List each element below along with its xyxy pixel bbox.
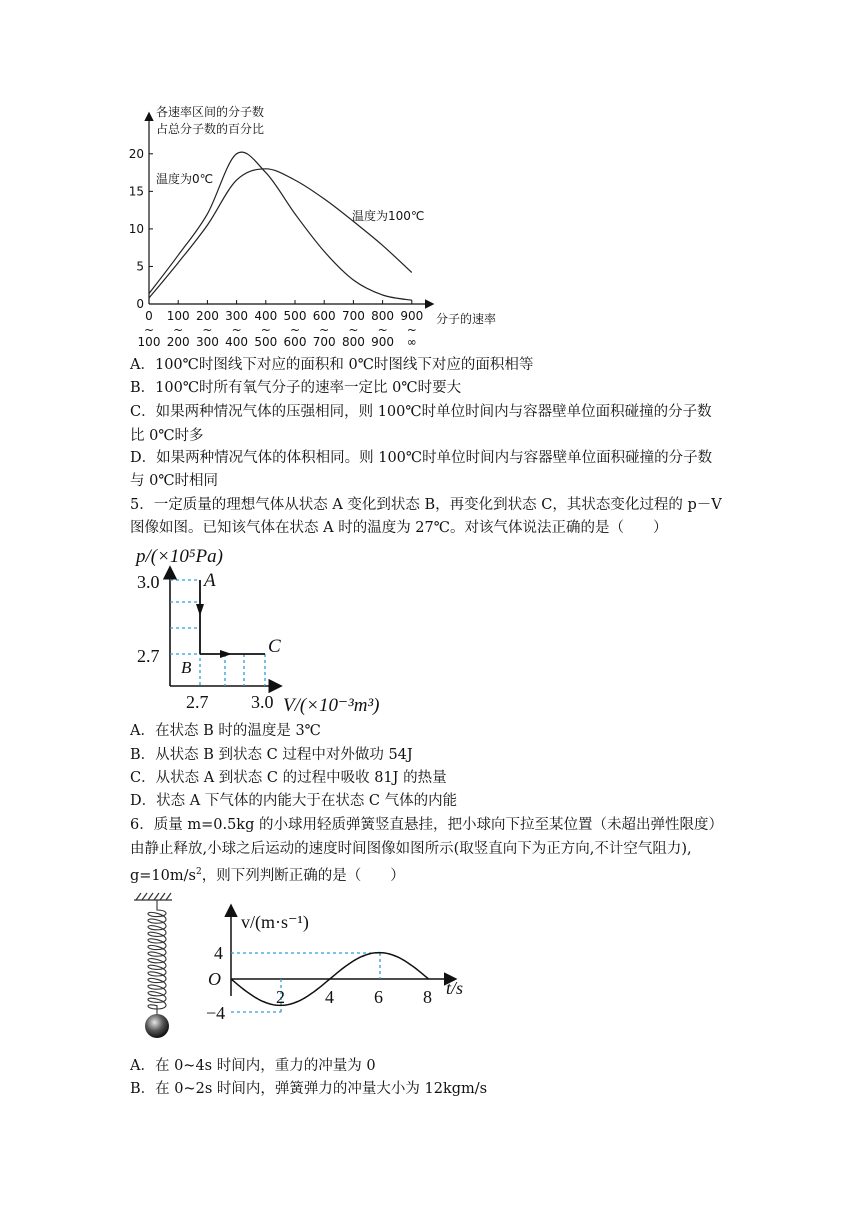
- y-tick-label: 15: [128, 184, 144, 199]
- t-axis-label: t/s: [446, 978, 464, 998]
- q6-stem-tail: ，则下列判断正确的是（ ）: [201, 867, 405, 884]
- q6-stem-line1: 6．质量 m=0.5kg 的小球用轻质弹簧竖直悬挂，把小球向下拉至某位置（未超出弹性限度）: [130, 817, 723, 833]
- pv-diagram: [128, 540, 398, 720]
- x-tick-tilde: ~: [143, 323, 155, 337]
- q6-g-value: g=10m/s: [130, 867, 196, 884]
- q4-option-b: B．100℃时所有氧气分子的速率一定比 0℃时要大: [130, 380, 462, 396]
- p-tick-3: 3.0: [137, 572, 160, 592]
- speed-distribution-figure: [120, 100, 520, 350]
- v-tick-27: 2.7: [186, 692, 209, 712]
- v-tick-4: 4: [214, 943, 223, 963]
- y-tick-label: 0: [136, 297, 144, 311]
- x-tick-label-bottom: 200: [166, 335, 190, 349]
- q4-option-c-line2: 比 0℃时多: [130, 428, 204, 444]
- y-tick-label: 10: [128, 221, 144, 236]
- x-tick-label-top: 600: [312, 309, 336, 323]
- q6-stem-line3: [130, 861, 405, 887]
- q6-g-exponent: 2: [195, 867, 202, 877]
- x-tick-tilde: ~: [348, 323, 359, 337]
- q4-option-d-line2: 与 0℃时相同: [130, 473, 219, 489]
- x-tick-label-bottom: 700: [312, 335, 336, 349]
- q5-option-d: D．状态 A 下气体的内能大于在状态 C 气体的内能: [130, 793, 458, 809]
- x-tick-label-bottom: 900: [371, 335, 395, 349]
- x-tick-tilde: ~: [377, 323, 388, 337]
- x-tick-label-top: 500: [283, 309, 307, 323]
- q6-option-b: B．在 0~2s 时间内，弹簧弹力的冲量大小为 12kgm/s: [130, 1081, 488, 1097]
- v-axis-label: V/(×10⁻³m³): [283, 695, 380, 716]
- x-tick-label-bottom: 300: [195, 335, 219, 349]
- x-tick-label-top: 900: [400, 309, 424, 323]
- x-tick-tilde: ~: [319, 323, 330, 337]
- v-tick-neg4: −4: [206, 1003, 226, 1023]
- q6-option-a: A．在 0~4s 时间内，重力的冲量为 0: [130, 1058, 376, 1074]
- q4-option-c-line1: C．如果两种情况气体的压强相同，则 100℃时单位时间内与容器壁单位面积碰撞的分子数: [130, 404, 712, 420]
- label-100c: 温度为100℃: [352, 209, 425, 223]
- v-axis-label: v/(m·s⁻¹): [241, 912, 309, 932]
- origin-label: O: [208, 969, 221, 989]
- x-tick-label-bottom: 600: [283, 335, 307, 349]
- q5-option-c: C．从状态 A 到状态 C 的过程中吸收 81J 的热量: [130, 770, 447, 786]
- speed-distribution-chart: [120, 100, 520, 350]
- x-tick-tilde: ~: [231, 323, 242, 337]
- x-tick-label-bottom: 500: [254, 335, 278, 349]
- q5-stem-line1: 5．一定质量的理想气体从状态 A 变化到状态 B，再变化到状态 C，其状态变化过程的 p－V: [130, 497, 722, 513]
- ceiling: [134, 893, 172, 900]
- p-tick-27: 2.7: [137, 646, 160, 666]
- q4-option-a: A．100℃时图线下对应的面积和 0℃时图线下对应的面积相等: [130, 357, 534, 373]
- y-axis-label-line2: 占总分子数的百分比: [156, 122, 265, 136]
- q4-option-d-line1: D．如果两种情况气体的体积相同。则 100℃时单位时间内与容器壁单位面积碰撞的分子数: [130, 450, 713, 466]
- x-axis-label: 分子的速率: [436, 312, 497, 326]
- state-b-label: B: [181, 658, 192, 677]
- y-tick-label: 5: [136, 259, 144, 274]
- v-tick-3: 3.0: [251, 692, 274, 712]
- q5-option-a: A．在状态 B 时的温度是 3℃: [130, 723, 321, 739]
- t-tick-8: 8: [423, 987, 432, 1007]
- y-tick-label: 20: [128, 146, 144, 161]
- x-tick-tilde: ~: [173, 323, 184, 337]
- ball: [145, 1014, 169, 1038]
- spring-vt-figure: [128, 888, 478, 1048]
- x-tick-label-bottom: 800: [341, 335, 365, 349]
- pv-figure: [128, 540, 398, 720]
- x-tick-label-bottom: 100: [137, 335, 161, 349]
- x-tick-label-top: 400: [254, 309, 278, 323]
- x-tick-label-bottom: ∞: [406, 335, 417, 349]
- x-tick-tilde: ~: [406, 323, 417, 337]
- spring-vt-diagram: [128, 888, 478, 1048]
- x-tick-label-top: 0: [145, 309, 153, 323]
- x-tick-label-top: 800: [371, 309, 395, 323]
- q5-option-b: B．从状态 B 到状态 C 过程中对外做功 54J: [130, 747, 413, 763]
- x-tick-label-top: 100: [166, 309, 190, 323]
- x-tick-label-top: 200: [195, 309, 219, 323]
- x-tick-tilde: ~: [202, 323, 213, 337]
- x-tick-label-top: 700: [341, 309, 365, 323]
- q5-stem-line2: 图像如图。已知该气体在状态 A 时的温度为 27℃。对该气体说法正确的是（ ）: [130, 520, 668, 536]
- p-axis-label: p/(×10⁵Pa): [136, 546, 223, 567]
- x-tick-tilde: ~: [289, 323, 301, 337]
- x-tick-label-top: 300: [225, 309, 249, 323]
- t-tick-2: 2: [276, 987, 285, 1007]
- state-c-label: C: [268, 636, 281, 657]
- y-axis-label-line1: 各速率区间的分子数: [156, 105, 265, 119]
- curve-100c: [149, 169, 412, 298]
- x-tick-label-bottom: 400: [225, 335, 249, 349]
- state-a-label: A: [204, 570, 216, 591]
- arrow-b-to-c: [220, 650, 232, 658]
- t-tick-4: 4: [325, 987, 334, 1007]
- arrow-a-to-b: [196, 604, 204, 616]
- x-tick-tilde: ~: [260, 323, 271, 337]
- label-0c: 温度为0℃: [156, 172, 214, 186]
- spring: [148, 900, 166, 1014]
- q6-stem-line2: 由静止释放,小球之后运动的速度时间图像如图所示(取竖直向下为正方向,不计空气阻力),: [130, 841, 692, 857]
- t-tick-6: 6: [374, 987, 383, 1007]
